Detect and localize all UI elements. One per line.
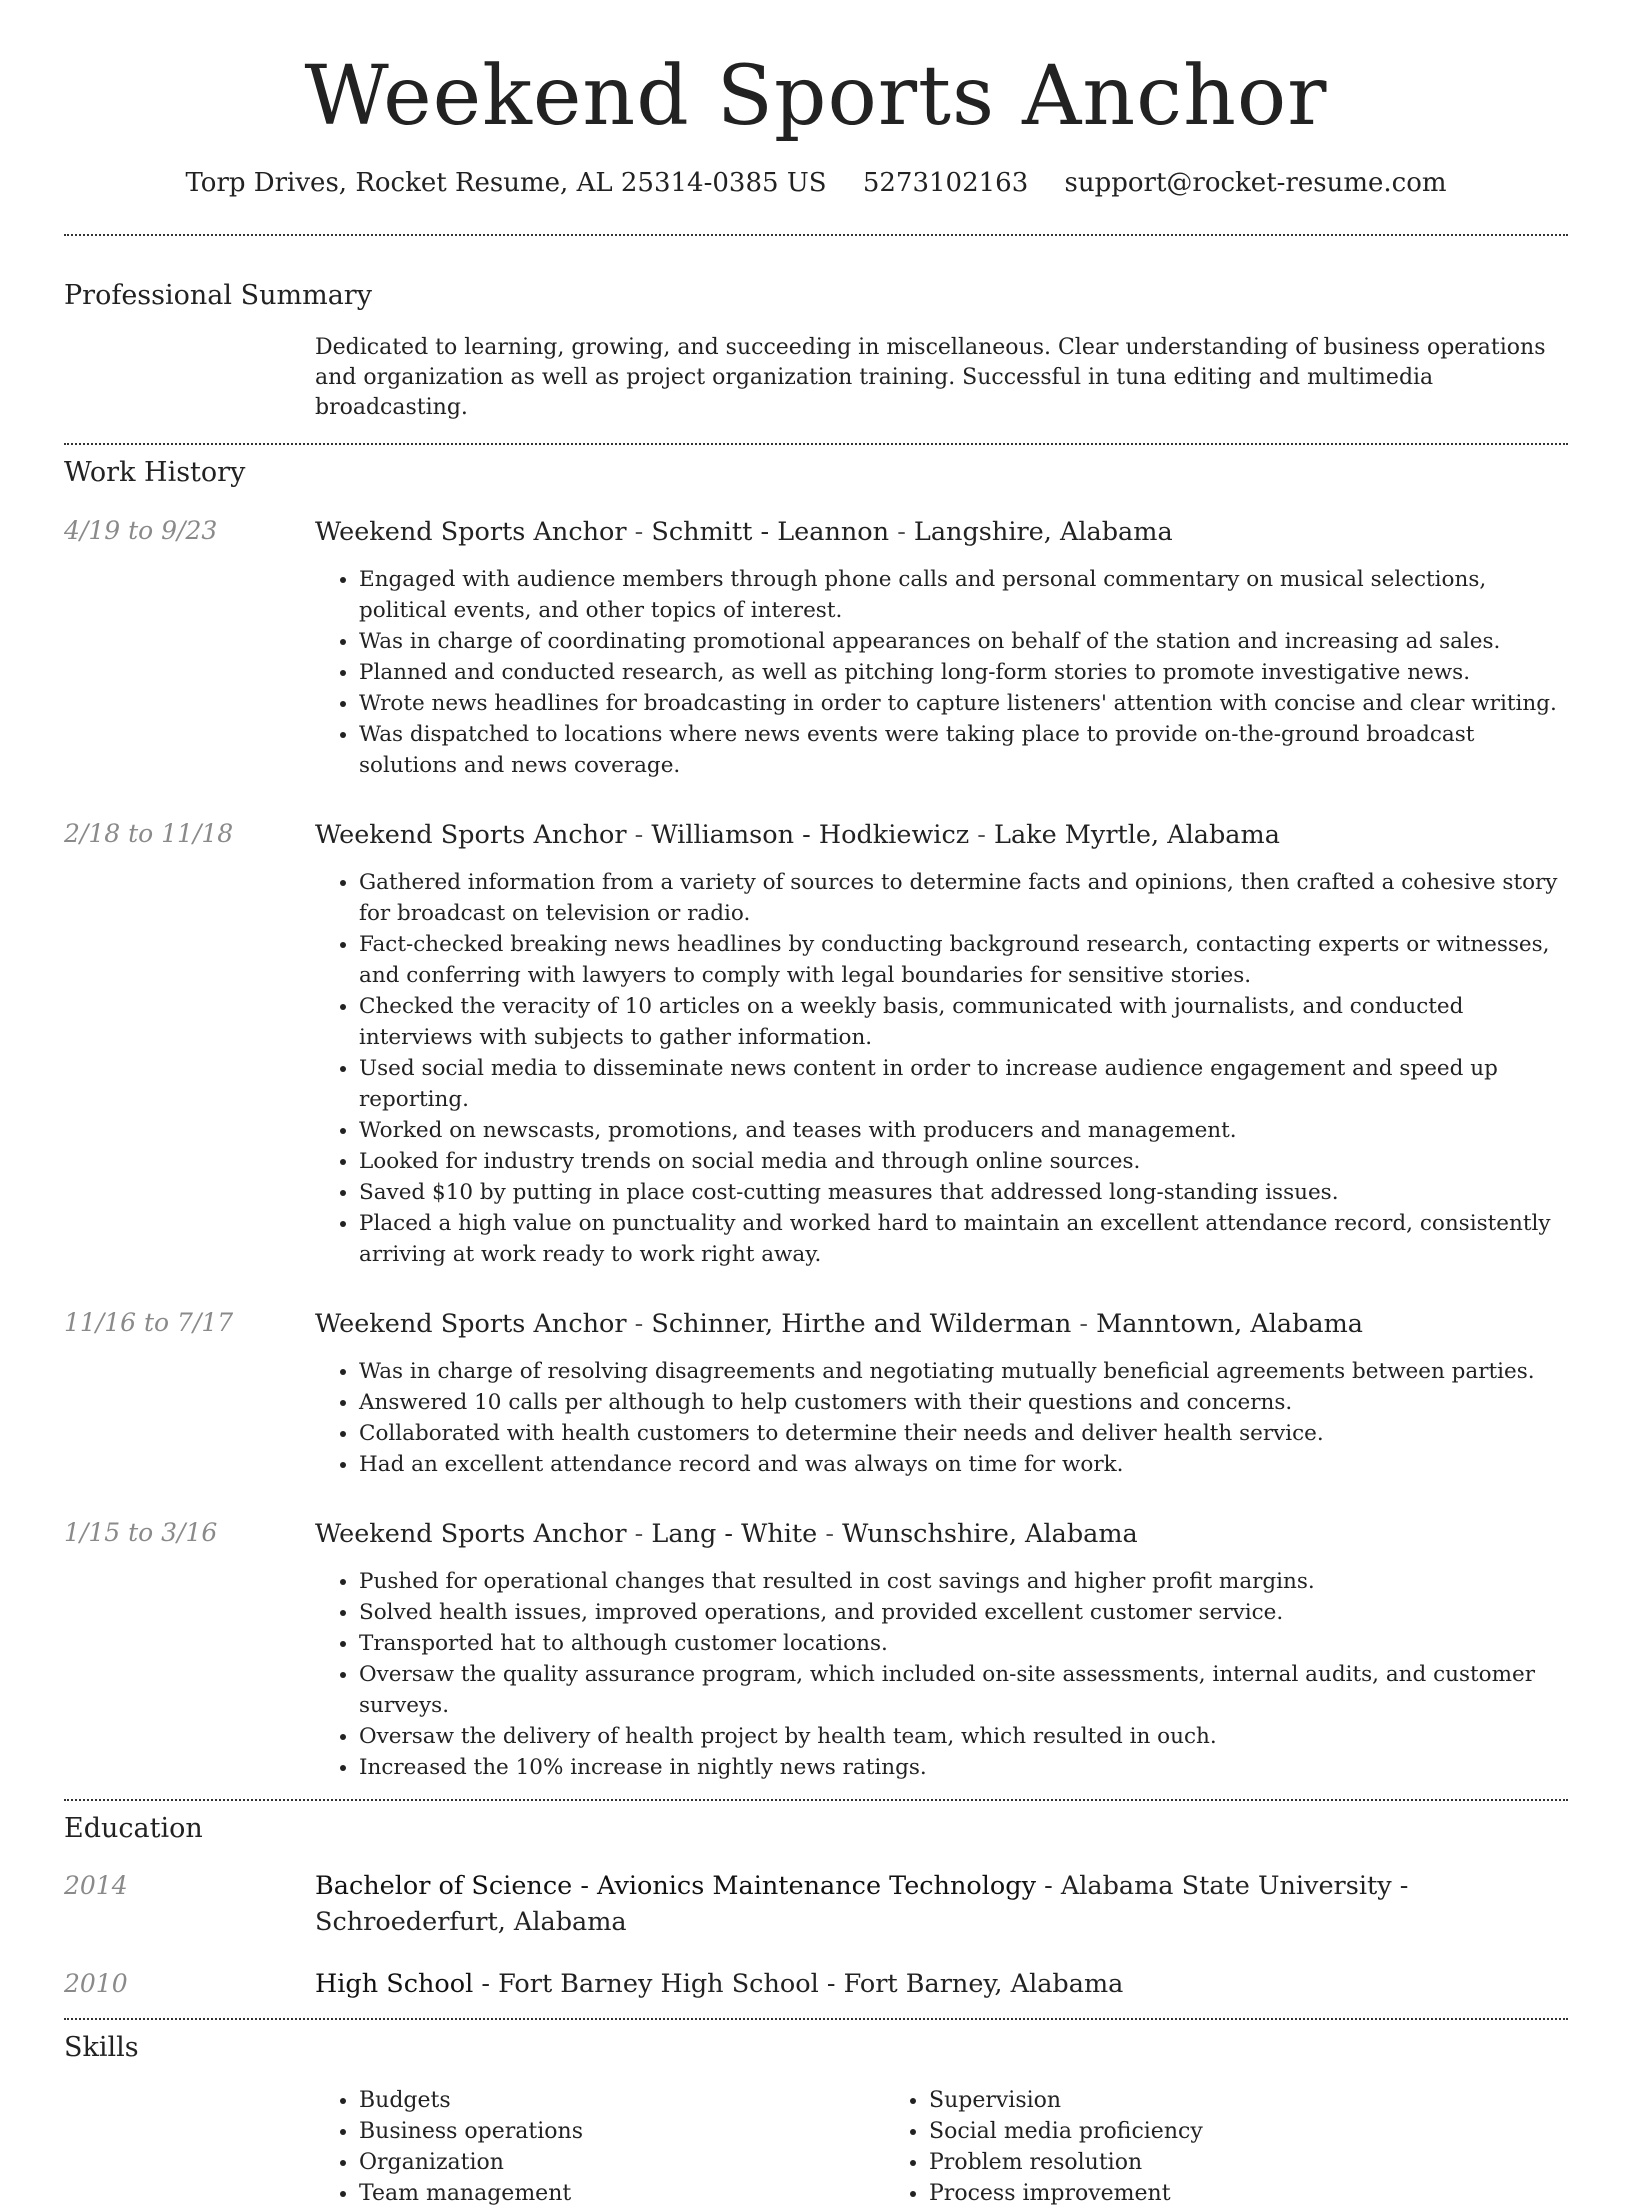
job-dates: 11/16 to 7/17: [64, 1308, 234, 1337]
divider: [64, 1799, 1568, 1801]
job-position: Weekend Sports Anchor: [315, 1519, 627, 1549]
job-company: Williamson - Hodkiewicz: [651, 820, 970, 850]
education-degree: Bachelor of Science - Avionics Maintenance Technology: [315, 1871, 1036, 1901]
job-heading: Weekend Sports Anchor - Schinner, Hirthe and Wilderman - Manntown, Alabama: [315, 1309, 1363, 1339]
job-bullet: • Solved health issues, improved operations, and provided excellent customer service.: [359, 1597, 1568, 1628]
job-bullet: • Engaged with audience members through phone calls and personal commentary on musical selections, political events, and other topics of interest.: [359, 564, 1568, 626]
divider: [64, 443, 1568, 445]
job-bullet: • Checked the veracity of 10 articles on a weekly basis, communicated with journalists, and conducted interviews with subjects to gather information.: [359, 991, 1568, 1053]
job-bullet: • Increased the 10% increase in nightly news ratings.: [359, 1752, 1568, 1783]
education-school: Fort Barney High School: [498, 1969, 819, 1999]
job-bullets: [315, 867, 1568, 1270]
job-bullet: • Answered 10 calls per although to help customers with their questions and concerns.: [359, 1387, 1568, 1418]
job-location: Wunschshire, Alabama: [842, 1519, 1138, 1549]
contact-line: [64, 168, 1568, 198]
job-position: Weekend Sports Anchor: [315, 517, 627, 547]
skills-heading: Skills: [64, 2032, 139, 2063]
job-company: Schinner, Hirthe and Wilderman: [651, 1309, 1072, 1339]
education-year: 2014: [64, 1871, 128, 1900]
education-degree: High School: [315, 1969, 474, 1999]
skill-item: • Team management: [359, 2178, 885, 2209]
job-bullet: • Used social media to disseminate news content in order to increase audience engagement and speed up reporting.: [359, 1053, 1568, 1115]
job-bullet: • Transported hat to although customer locations.: [359, 1628, 1568, 1659]
job-bullet: • Gathered information from a variety of sources to determine facts and opinions, then crafted a cohesive story for broadcast on television or radio.: [359, 867, 1568, 929]
skills-column-left: [315, 2085, 885, 2209]
job-bullet: • Looked for industry trends on social media and through online sources.: [359, 1146, 1568, 1177]
skills-list: [315, 2085, 1568, 2209]
job-heading: Weekend Sports Anchor - Lang - White - Wunschshire, Alabama: [315, 1519, 1138, 1549]
summary-heading: Professional Summary: [64, 280, 372, 311]
skill-item: • Problem resolution: [929, 2147, 1455, 2178]
work-history-heading: Work History: [64, 457, 246, 488]
job-entry: [64, 514, 1568, 781]
education-location: Fort Barney, Alabama: [843, 1969, 1124, 1999]
job-bullet: • Pushed for operational changes that resulted in cost savings and higher profit margins.: [359, 1566, 1568, 1597]
job-heading: Weekend Sports Anchor - Williamson - Hodkiewicz - Lake Myrtle, Alabama: [315, 820, 1280, 850]
job-bullet: • Collaborated with health customers to determine their needs and deliver health service.: [359, 1418, 1568, 1449]
job-position: Weekend Sports Anchor: [315, 820, 627, 850]
job-bullet: • Had an excellent attendance record and was always on time for work.: [359, 1449, 1568, 1480]
education-location: Schroederfurt, Alabama: [315, 1907, 627, 1937]
job-location: Manntown, Alabama: [1096, 1309, 1363, 1339]
job-bullet: • Oversaw the quality assurance program, which included on-site assessments, internal audits, and customer surveys.: [359, 1659, 1568, 1721]
summary-text: Dedicated to learning, growing, and succeeding in miscellaneous. Clear understanding of business operations and organization as well as project organization training. Successful in tuna editing and multimedia broadcasting.: [315, 335, 1546, 420]
education-entry: [64, 1868, 1568, 1940]
job-dates: 2/18 to 11/18: [64, 819, 234, 848]
job-bullet: • Worked on newscasts, promotions, and teases with producers and management.: [359, 1115, 1568, 1146]
job-location: Lake Myrtle, Alabama: [994, 820, 1280, 850]
divider: [64, 234, 1568, 236]
job-heading: Weekend Sports Anchor - Schmitt - Leannon - Langshire, Alabama: [315, 517, 1173, 547]
education-entry: [64, 1966, 1568, 2002]
job-bullets: [315, 1566, 1568, 1783]
job-bullet: • Fact-checked breaking news headlines by conducting background research, contacting experts or witnesses, and conferring with lawyers to comply with legal boundaries for sensitive stories.: [359, 929, 1568, 991]
education-details: Bachelor of Science - Avionics Maintenance Technology - Alabama State University - Schroederfurt, Alabama: [315, 1871, 1409, 1937]
skill-item: • Social media proficiency: [929, 2116, 1455, 2147]
job-bullets: [315, 1356, 1568, 1480]
skills-column-right: [885, 2085, 1455, 2209]
skill-item: • Process improvement: [929, 2178, 1455, 2209]
job-position: Weekend Sports Anchor: [315, 1309, 627, 1339]
job-dates: 1/15 to 3/16: [64, 1518, 218, 1547]
job-company: Lang - White: [651, 1519, 818, 1549]
job-bullets: [315, 564, 1568, 781]
education-year: 2010: [64, 1969, 128, 1998]
job-bullet: • Was in charge of coordinating promotional appearances on behalf of the station and increasing ad sales.: [359, 626, 1568, 657]
skill-item: • Budgets: [359, 2085, 885, 2116]
job-bullet: • Was dispatched to locations where news events were taking place to provide on-the-ground broadcast solutions and news coverage.: [359, 719, 1568, 781]
job-company: Schmitt - Leannon: [651, 517, 890, 547]
education-school: Alabama State University: [1060, 1871, 1392, 1901]
contact-phone: 5273102163: [862, 168, 1029, 198]
divider: [64, 2018, 1568, 2020]
job-location: Langshire, Alabama: [913, 517, 1173, 547]
job-dates: 4/19 to 9/23: [64, 516, 218, 545]
contact-address: Torp Drives, Rocket Resume, AL 25314-0385 US: [185, 168, 827, 198]
education-heading: Education: [64, 1813, 203, 1844]
job-bullet: • Wrote news headlines for broadcasting in order to capture listeners' attention with concise and clear writing.: [359, 688, 1568, 719]
education-details: High School - Fort Barney High School - Fort Barney, Alabama: [315, 1969, 1124, 1999]
skill-item: • Supervision: [929, 2085, 1455, 2116]
skill-item: • Organization: [359, 2147, 885, 2178]
job-entry: [64, 1516, 1568, 1783]
job-bullet: • Was in charge of resolving disagreements and negotiating mutually beneficial agreements between parties.: [359, 1356, 1568, 1387]
job-bullet: • Saved $10 by putting in place cost-cutting measures that addressed long-standing issues.: [359, 1177, 1568, 1208]
job-bullet: • Placed a high value on punctuality and worked hard to maintain an excellent attendance record, consistently arriving at work ready to work right away.: [359, 1208, 1568, 1270]
job-bullet: • Oversaw the delivery of health project by health team, which resulted in ouch.: [359, 1721, 1568, 1752]
skill-item: • Business operations: [359, 2116, 885, 2147]
job-entry: [64, 817, 1568, 1270]
resume-name: Weekend Sports Anchor: [304, 49, 1328, 144]
job-entry: [64, 1306, 1568, 1480]
job-bullet: • Planned and conducted research, as well as pitching long-form stories to promote investigative news.: [359, 657, 1568, 688]
contact-email: support@rocket-resume.com: [1064, 168, 1447, 198]
